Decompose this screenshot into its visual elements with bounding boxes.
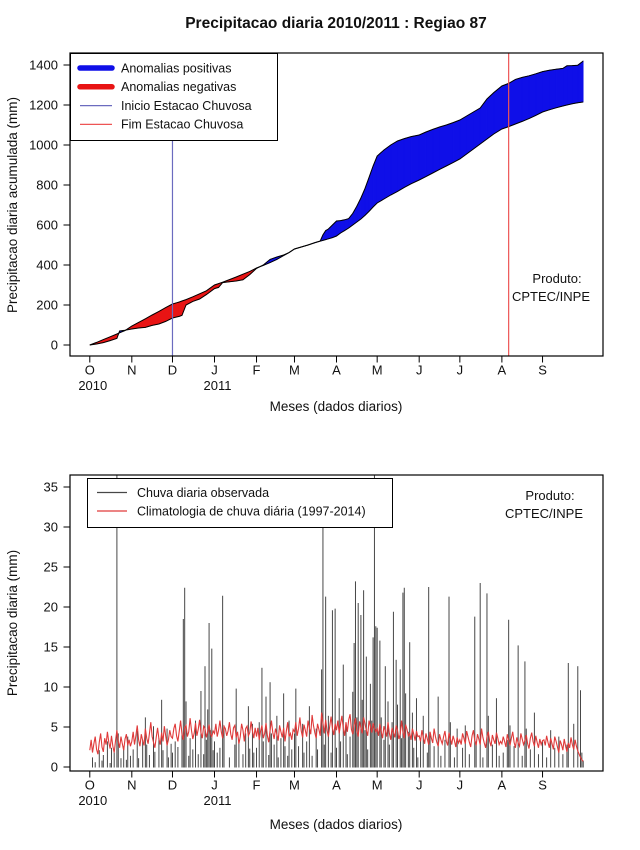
- bottom-month-tick-label: D: [167, 777, 178, 793]
- top-month-tick-label: O: [84, 362, 95, 378]
- bottom-y-tick-label: 20: [43, 599, 58, 615]
- daily-precip-chart: [44, 475, 603, 808]
- positive-anomaly-segment: [543, 70, 550, 112]
- negative-anomaly-segment: [177, 302, 180, 317]
- bottom-month-tick-label: S: [538, 777, 547, 793]
- top-month-tick-label: M: [371, 362, 383, 378]
- top-produto-annotation-line2: CPTEC/INPE: [511, 289, 591, 304]
- top-y-tick-label: 600: [36, 217, 58, 233]
- bottom-y-tick-label: 25: [43, 559, 58, 575]
- top-legend-item-label: Anomalias positivas: [121, 61, 232, 76]
- positive-anomaly-segment: [426, 129, 433, 176]
- bottom-y-tick-label: 35: [43, 479, 58, 495]
- positive-anomaly-segment: [467, 112, 474, 154]
- positive-anomaly-segment: [509, 79, 516, 126]
- bottom-month-tick-label: J: [456, 777, 464, 793]
- top-legend-item-label: Fim Estacao Chuvosa: [121, 117, 244, 132]
- positive-anomaly-segment: [487, 93, 494, 139]
- positive-anomaly-segment: [473, 108, 480, 149]
- positive-anomaly-segment: [446, 123, 453, 166]
- positive-anomaly-segment: [567, 66, 572, 105]
- top-month-tick-label: N: [127, 362, 137, 378]
- bottom-y-tick-label: 5: [50, 719, 58, 735]
- bottom-month-tick-label: M: [371, 777, 383, 793]
- positive-anomaly-segment: [411, 135, 419, 184]
- bottom-produto-annotation-line1: Produto:: [525, 488, 575, 503]
- positive-anomaly-segment: [440, 125, 447, 169]
- bottom-year-label: 2011: [203, 793, 232, 808]
- positive-anomaly-segment: [563, 66, 567, 106]
- top-month-tick-label: J: [415, 362, 423, 378]
- bottom-legend-item-label: Climatologia de chuva diária (1997-2014): [137, 504, 366, 519]
- bottom-legend-item-label: Chuva diaria observada: [137, 485, 270, 500]
- positive-anomaly-segment: [529, 74, 536, 119]
- cumulative-precip-chart: [29, 53, 603, 393]
- positive-anomaly-segment: [398, 139, 405, 192]
- positive-anomaly-segment: [419, 132, 426, 180]
- top-month-tick-label: S: [538, 362, 547, 378]
- bottom-y-tick-label: 10: [43, 679, 58, 695]
- top-month-tick-label: F: [252, 362, 261, 378]
- top-year-label: 2010: [78, 378, 108, 393]
- bottom-month-tick-label: N: [127, 777, 137, 793]
- positive-anomaly-segment: [578, 61, 583, 103]
- top-yaxis-label: Precipitacao diaria acumulada (mm): [5, 96, 20, 314]
- top-month-tick-label: D: [167, 362, 178, 378]
- top-y-tick-label: 400: [36, 257, 58, 273]
- negative-anomaly-segment: [172, 303, 176, 318]
- bottom-month-tick-label: A: [332, 777, 341, 793]
- bottom-y-tick-label: 0: [50, 759, 58, 775]
- top-month-tick-label: M: [289, 362, 300, 378]
- top-produto-annotation-line1: Produto:: [532, 271, 582, 286]
- top-month-tick-label: A: [497, 362, 507, 378]
- top-y-tick-label: 800: [36, 177, 58, 193]
- top-month-tick-label: J: [456, 362, 464, 378]
- positive-anomaly-segment: [480, 99, 487, 144]
- top-y-tick-label: 200: [36, 297, 58, 313]
- bottom-month-tick-label: A: [497, 777, 507, 793]
- top-y-tick-label: 1000: [29, 137, 58, 153]
- positive-anomaly-segment: [404, 137, 411, 188]
- positive-anomaly-segment: [377, 150, 384, 203]
- top-y-tick-label: 1200: [29, 97, 58, 113]
- bottom-y-tick-label: 30: [43, 519, 58, 535]
- positive-anomaly-segment: [536, 72, 543, 116]
- bottom-produto-annotation-line2: CPTEC/INPE: [504, 506, 584, 521]
- top-legend-item-label: Anomalias negativas: [121, 80, 237, 95]
- top-xaxis-label: Meses (dados diarios): [269, 399, 403, 414]
- positive-anomaly-segment: [572, 65, 577, 104]
- positive-anomaly-segment: [391, 141, 398, 195]
- bottom-year-label: 2010: [78, 793, 108, 808]
- bottom-y-tick-label: 15: [43, 639, 58, 655]
- positive-anomaly-segment: [453, 120, 460, 163]
- bottom-xaxis-label: Meses (dados diarios): [269, 817, 403, 832]
- bottom-yaxis-label: Precipitacao diaria (mm): [5, 549, 20, 697]
- positive-anomaly-segment: [433, 127, 440, 173]
- top-month-tick-label: A: [332, 362, 341, 378]
- positive-anomaly-segment: [494, 86, 502, 134]
- top-y-tick-label: 0: [50, 337, 58, 353]
- bottom-month-tick-label: F: [252, 777, 261, 793]
- positive-anomaly-segment: [556, 68, 563, 107]
- positive-anomaly-segment: [384, 145, 391, 199]
- bottom-month-tick-label: O: [84, 777, 95, 793]
- negative-anomaly-segment: [179, 301, 182, 316]
- positive-anomaly-segment: [515, 77, 522, 124]
- bottom-month-tick-label: J: [415, 777, 423, 793]
- positive-anomaly-segment: [549, 69, 556, 110]
- top-month-tick-label: J: [211, 362, 218, 378]
- chart-title: Precipitacao diaria 2010/2011 : Regiao 87: [185, 15, 487, 32]
- top-y-tick-label: 1400: [29, 57, 58, 73]
- positive-anomaly-segment: [522, 76, 529, 122]
- top-legend-item-label: Inicio Estacao Chuvosa: [121, 98, 252, 113]
- positive-anomaly-segment: [460, 116, 467, 159]
- top-year-label: 2011: [203, 378, 232, 393]
- bottom-month-tick-label: M: [289, 777, 300, 793]
- bottom-month-tick-label: J: [211, 777, 218, 793]
- positive-anomaly-segment: [502, 83, 509, 129]
